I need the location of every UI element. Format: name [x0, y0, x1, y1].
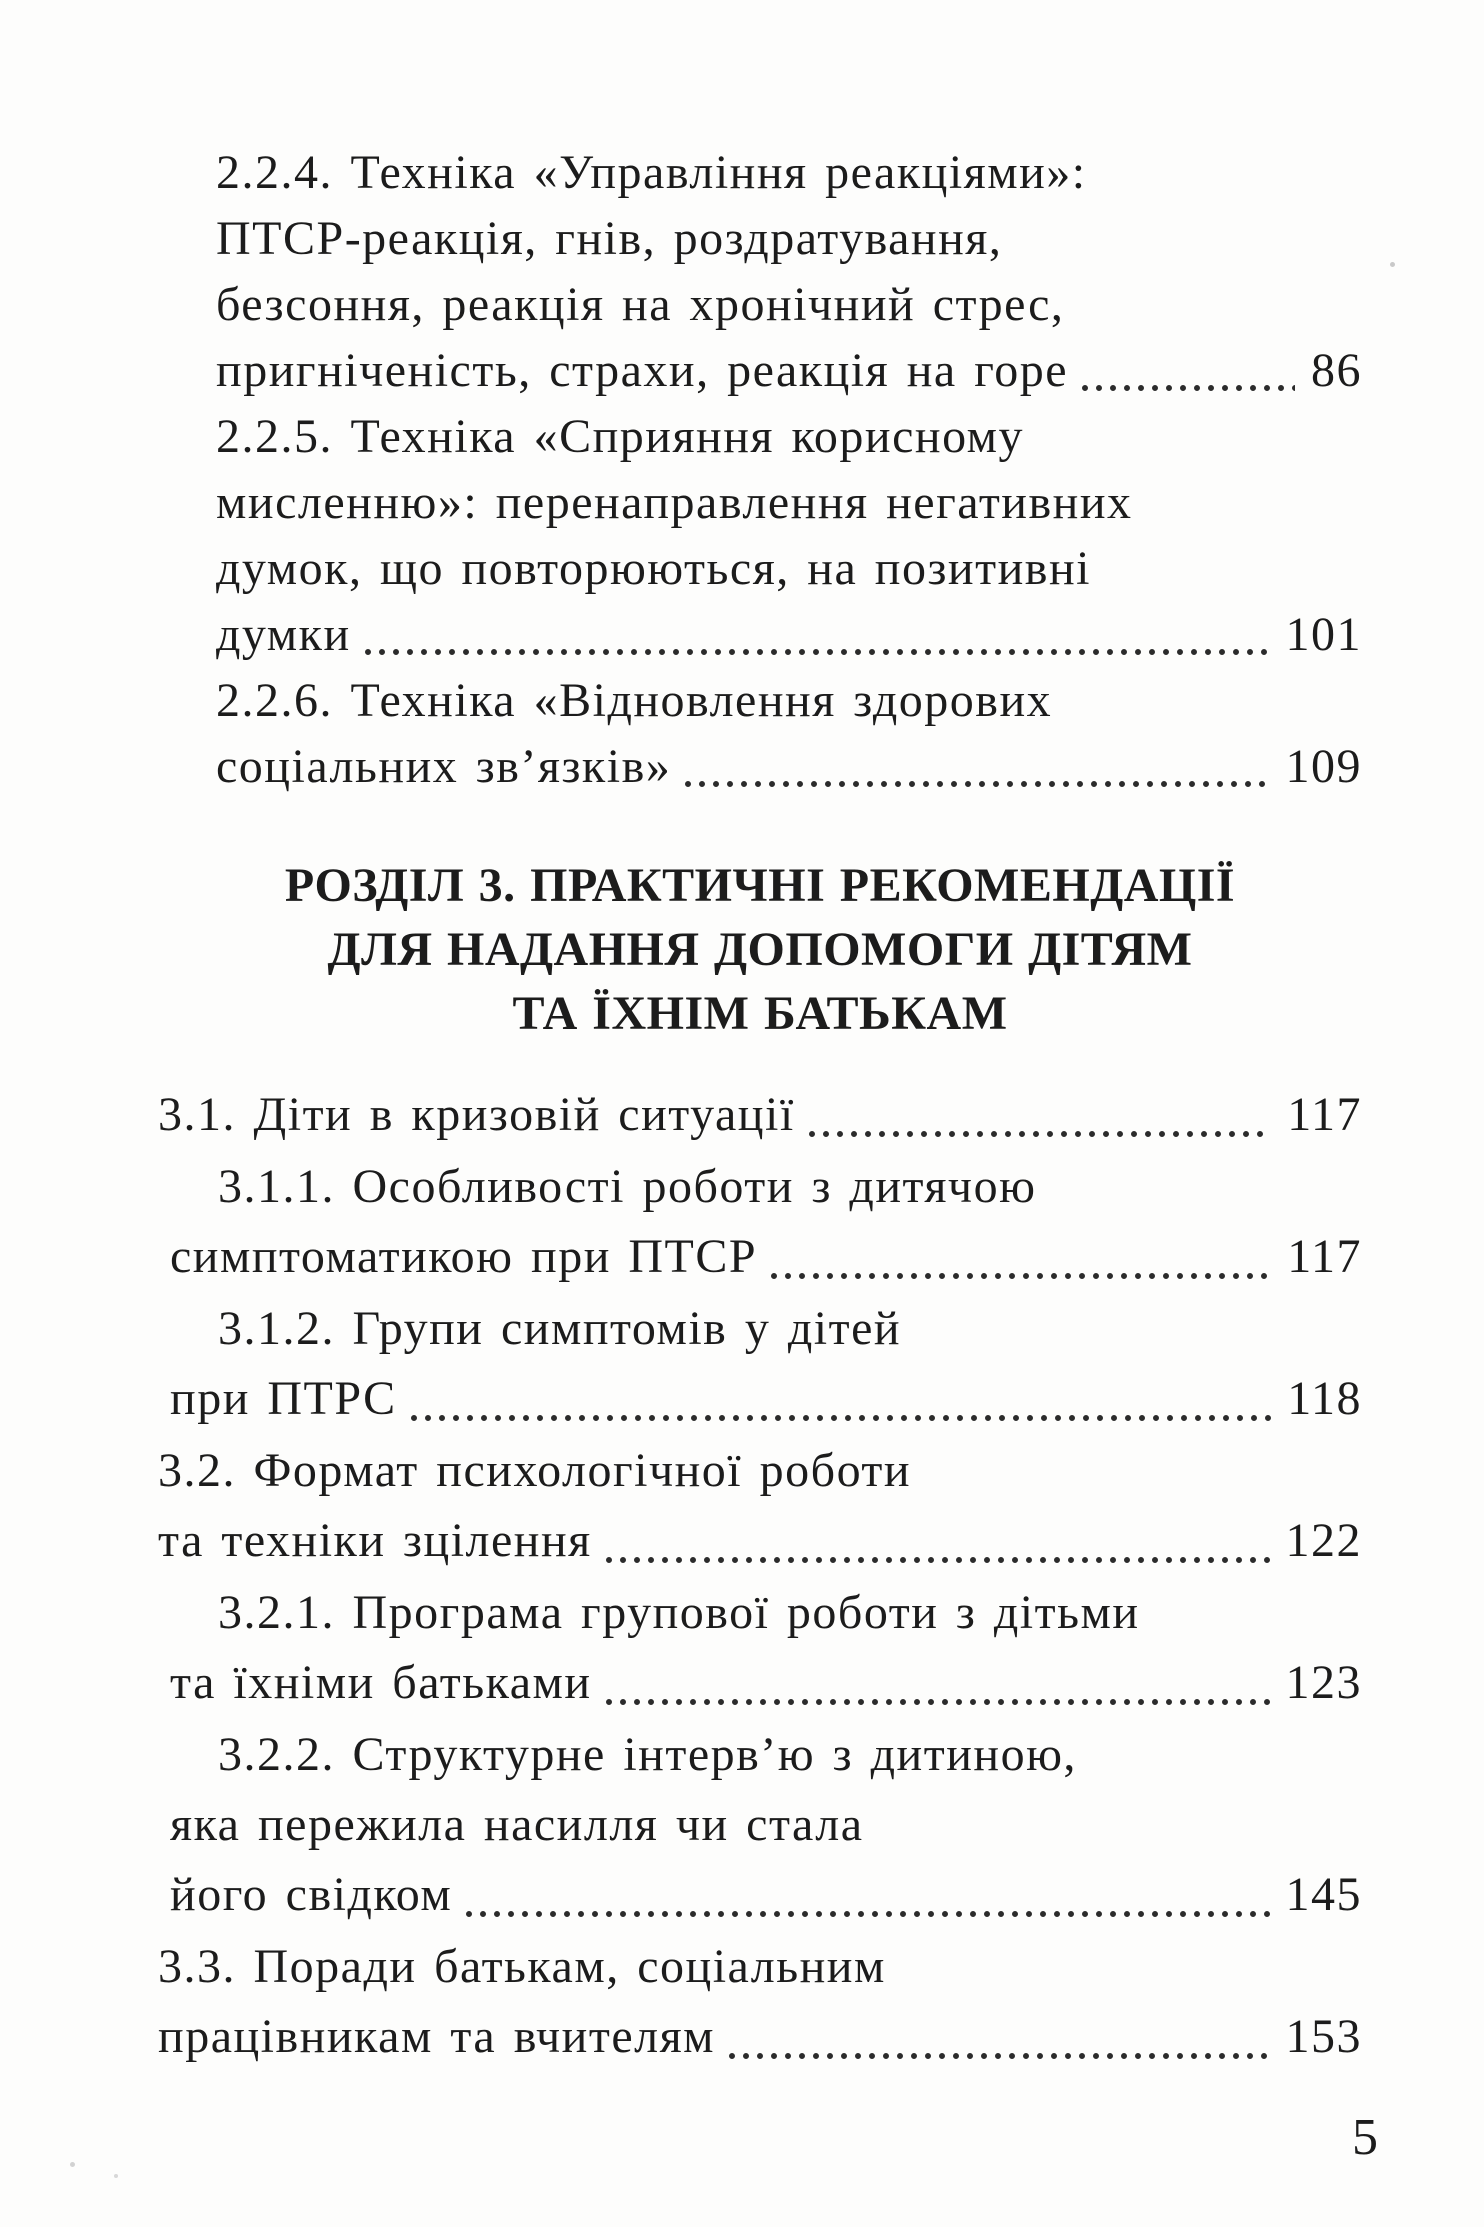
- toc-line-text: 3.1. Діти в кризовій ситуації: [158, 1088, 795, 1141]
- scan-speck: [70, 2162, 75, 2167]
- toc-line-text: яка пережила насилля чи стала: [170, 1798, 864, 1851]
- table-of-contents: [158, 140, 1362, 2074]
- dot-leader: [767, 1271, 1271, 1281]
- dot-leader: [602, 1555, 1270, 1565]
- toc-line: [158, 1790, 1362, 1860]
- toc-line: [158, 1506, 1362, 1576]
- toc-line-text: 3.2.1. Програма групової роботи з дітьми: [218, 1586, 1140, 1639]
- dot-leader: [725, 2051, 1269, 2061]
- toc-line-text: 3.1.1. Особливості роботи з дитячою: [218, 1160, 1037, 1213]
- toc-line-text: пригніченість, страхи, реакція на горе: [216, 344, 1068, 397]
- toc-line: [158, 1364, 1362, 1434]
- toc-entry-3-2-2: [158, 1720, 1362, 1930]
- dot-leader: [681, 779, 1269, 789]
- toc-page-number: 118: [1287, 1372, 1362, 1425]
- toc-page-number: 122: [1285, 1514, 1362, 1567]
- chapter-heading-line: РОЗДІЛ 3. ПРАКТИЧНІ РЕКОМЕНДАЦІЇ: [284, 859, 1236, 912]
- toc-page-number: 145: [1285, 1868, 1362, 1921]
- toc-page-number: 123: [1285, 1656, 1362, 1709]
- toc-line-text: 2.2.5. Техніка «Сприяння корисному: [216, 410, 1025, 463]
- dot-leader: [462, 1909, 1269, 1919]
- toc-line-text: мисленню»: перенаправлення негативних: [216, 476, 1133, 529]
- toc-line-text: думки: [216, 608, 351, 661]
- toc-line-text: безсоння, реакція на хронічний стрес,: [216, 278, 1065, 331]
- toc-line: [158, 338, 1362, 404]
- toc-line: [158, 1152, 1362, 1222]
- toc-line: [158, 140, 1362, 206]
- toc-line: [158, 470, 1362, 536]
- toc-line-text: 3.2. Формат психологічної роботи: [158, 1444, 912, 1497]
- dot-leader: [1078, 383, 1295, 393]
- toc-line-text: та техніки зцілення: [158, 1514, 592, 1567]
- chapter-heading-line: ТА ЇХНІМ БАТЬКАМ: [512, 987, 1008, 1040]
- scan-speck: [114, 2174, 118, 2178]
- toc-entry-2-2-5: [158, 404, 1362, 668]
- dot-leader: [407, 1413, 1272, 1423]
- chapter-heading-line: ДЛЯ НАДАННЯ ДОПОМОГИ ДІТЯМ: [327, 923, 1193, 976]
- toc-line-text: 2.2.4. Техніка «Управління реакціями»:: [216, 146, 1087, 199]
- scan-speck: [1390, 262, 1395, 267]
- toc-line: [158, 1648, 1362, 1718]
- toc-entry-3-1: [158, 1080, 1362, 1150]
- toc-entry-3-1-2: [158, 1294, 1362, 1434]
- toc-page-number: 109: [1285, 740, 1362, 793]
- toc-line: [158, 1222, 1362, 1292]
- toc-line: [158, 404, 1362, 470]
- toc-line-text: працівникам та вчителям: [158, 2010, 716, 2063]
- toc-line: [158, 1720, 1362, 1790]
- toc-entry-3-2: [158, 1436, 1362, 1576]
- chapter-heading: [158, 854, 1362, 1046]
- toc-line: [158, 1080, 1362, 1150]
- toc-line-text: 3.2.2. Структурне інтерв’ю з дитиною,: [218, 1728, 1077, 1781]
- toc-page-number: 117: [1287, 1088, 1362, 1141]
- toc-line-text: 3.3. Поради батькам, соціальним: [158, 1940, 886, 1993]
- toc-line: [158, 734, 1362, 800]
- toc-line-text: соціальних зв’язків»: [216, 740, 672, 793]
- toc-section-3: [158, 1080, 1362, 2072]
- folio-page-number: 5: [1352, 2109, 1378, 2166]
- toc-line-text: 3.1.2. Групи симптомів у дітей: [218, 1302, 902, 1355]
- toc-line: [158, 1436, 1362, 1506]
- toc-page-number: 117: [1287, 1230, 1362, 1283]
- toc-line: [158, 206, 1362, 272]
- toc-line: [158, 272, 1362, 338]
- toc-page-number: 86: [1311, 344, 1362, 397]
- toc-line-text: симптоматикою при ПТСР: [170, 1230, 758, 1283]
- toc-line-text: думок, що повторюються, на позитивні: [216, 542, 1091, 595]
- toc-line: [158, 1932, 1362, 2002]
- toc-line: [158, 1294, 1362, 1364]
- toc-line: [158, 1860, 1362, 1930]
- toc-page-number: 101: [1285, 608, 1362, 661]
- dot-leader: [805, 1129, 1272, 1139]
- toc-line-text: при ПТРС: [170, 1372, 397, 1425]
- toc-entry-3-2-1: [158, 1578, 1362, 1718]
- toc-line: [158, 1578, 1362, 1648]
- toc-entry-3-1-1: [158, 1152, 1362, 1292]
- toc-entry-3-3: [158, 1932, 1362, 2072]
- toc-line: [158, 536, 1362, 602]
- toc-line: [158, 2002, 1362, 2072]
- toc-line-text: та їхніми батьками: [170, 1656, 592, 1709]
- toc-section-2: [158, 140, 1362, 800]
- toc-page-number: 153: [1285, 2010, 1362, 2063]
- toc-line-text: ПТСР-реакція, гнів, роздратування,: [216, 212, 1003, 265]
- toc-line: [158, 668, 1362, 734]
- toc-entry-2-2-6: [158, 668, 1362, 800]
- dot-leader: [602, 1697, 1270, 1707]
- toc-line-text: 2.2.6. Техніка «Відновлення здорових: [216, 674, 1053, 727]
- dot-leader: [361, 647, 1270, 657]
- toc-line-text: його свідком: [170, 1868, 453, 1921]
- toc-line: [158, 602, 1362, 668]
- toc-entry-2-2-4: [158, 140, 1362, 404]
